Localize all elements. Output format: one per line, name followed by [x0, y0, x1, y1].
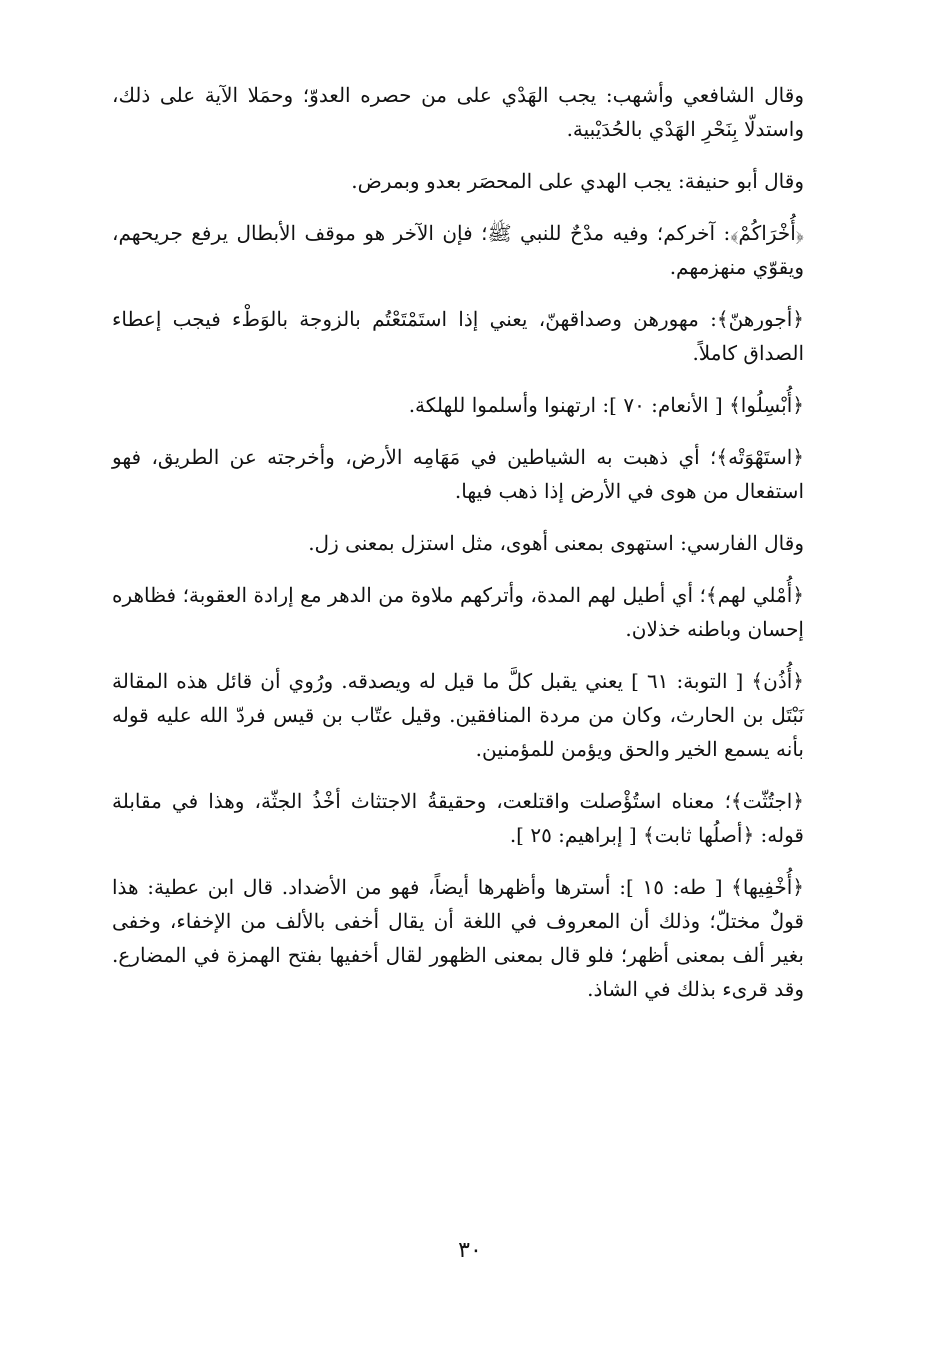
paragraph-ukhfiha: ﴿أُخْفِيها﴾ [ طه: ١٥ ]: أسترها وأظهرها أيضاً، فهو من الأضداد. قال ابن عطية: هذا قولٌ مختلّ؛ وذلك أن المعروف في اللغة أن يقال أخفى بالألف من الإخفاء، وخفى بغير ألف بمعنى أظهر؛ فلو قال بمعنى الظهور لقال أخفيها بفتح الهمزة في المضارع. وقد قرىء بذلك في الشاذ. [112, 875, 805, 1001]
paragraph-umli-lahum: ﴿أُمْلي لهم﴾؛ أي أطيل لهم المدة، وأتركهم ملاوة من الدهر مع إرادة العقوبة؛ فظاهره إحسان وباطنه خذلان. [112, 583, 804, 641]
paragraph-farisi: وقال الفارسي: استهوى بمعنى أهوى، مثل استزل بمعنى زل. [308, 531, 804, 555]
paragraph-ujurahunna: ﴿أجورهنّ﴾: مهورهن وصداقهنّ، يعني إذا استَمْتَعْتُم بالزوجة بالوَطْء فيجب إعطاء الصداق كاملاً. [112, 307, 804, 365]
page-number: ٣٠ [458, 1238, 482, 1263]
page-body [112, 78, 832, 1024]
paragraph-udhun: ﴿أُذُن﴾ [ التوبة: ٦١ ] يعني يقبل كلَّ ما قيل له ويصدقه. ورُوي أن قائل هذه المقالة نَبْتَل بن الحارث، وكان من مردة المنافقين. وقيل عتّاب بن قيس فردّ الله عليه قوله بأنه يسمع الخير والحق ويؤمن للمؤمنين. [112, 669, 804, 761]
paragraph-abu-hanifa: وقال أبو حنيفة: يجب الهدي على المحصَر بعدو وبمرض. [351, 169, 804, 193]
paragraph-istahwathu: ﴿استَهْوَتْه﴾؛ أي ذهبت به الشياطين في مَهَامِه الأرض، وأخرجته عن الطريق، فهو استفعال من هوى في الأرض إذا ذهب فيها. [112, 445, 804, 503]
paragraph-ujtuththat: ﴿اجتُثّت﴾؛ معناه استُؤْصلت واقتلعت، وحقيقةُ الاجتثاث أخْذُ الجثّة، وهذا في مقابلة قوله: ﴿أصلُها ثابت﴾ [ إبراهيم: ٢٥ ]. [112, 789, 804, 847]
paragraph-ubsilu: ﴿أُبْسِلُوا﴾ [ الأنعام: ٧٠ ]: ارتهنوا وأسلموا للهلكة. [408, 393, 804, 417]
paragraph-ukhrakum: ﴿أُخْرَاكُمْ﴾: آخركم؛ وفيه مدْحٌ للنبي ﷺ؛ فإن الآخر هو موقف الأبطال يرفع جريحهم، ويقوّي منهزمهم. [112, 221, 804, 279]
paragraph-shafii: وقال الشافعي وأشهب: يجب الهَدْي على من حصره العدوّ؛ وحمَلا الآية على ذلك، واستدلّا بِنَحْرِ الهَدْي بالحُدَيْبية. [112, 83, 804, 141]
